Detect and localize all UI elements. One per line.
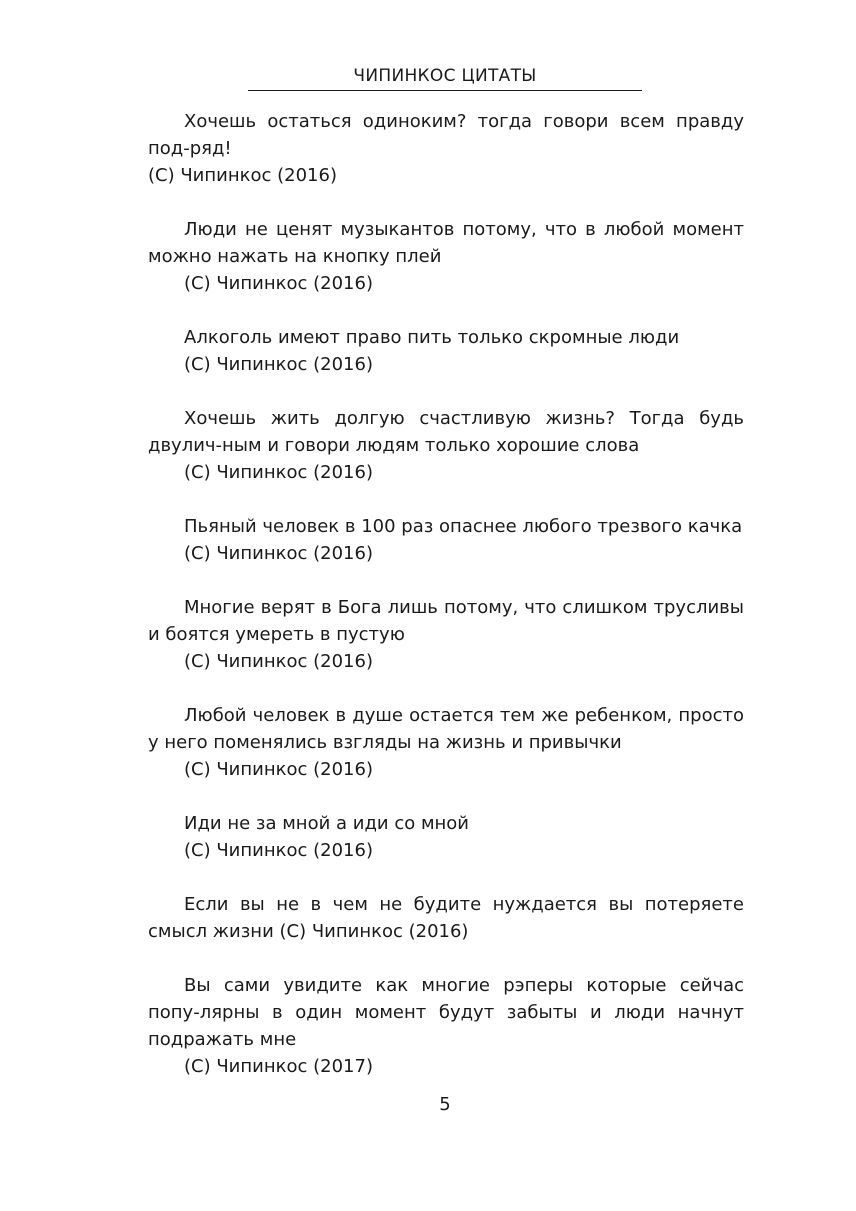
header-rule	[248, 90, 642, 91]
quote-citation: (C) Чипинкос (2016)	[184, 354, 373, 375]
quote-block	[148, 891, 744, 945]
quote-text: Пьяный человек в 100 раз опаснее любого трезвого качка	[184, 516, 743, 537]
quote-block	[148, 594, 744, 675]
quote-block	[148, 810, 744, 864]
quote-citation: (C) Чипинкос (2016)	[184, 543, 373, 564]
quote-text: Если вы не в чем не будите нуждается вы потеряете смысл жизни (C) Чипинкос (2016)	[148, 894, 744, 942]
quote-text: Иди не за мной а иди со мной	[184, 813, 470, 834]
quote-text: Вы сами увидите как многие рэперы которые сейчас попу-лярны в один момент будут забыты и люди начнут подражать мне	[148, 975, 744, 1050]
quote-block	[148, 972, 744, 1080]
quote-block	[148, 216, 744, 297]
quote-text: Многие верят в Бога лишь потому, что слишком трусливы и боятся умереть в пустую	[148, 597, 744, 645]
quote-text: Алкоголь имеют право пить только скромные люди	[184, 327, 680, 348]
quote-text: Люди не ценят музыкантов потому, что в любой момент можно нажать на кнопку плей	[148, 219, 744, 267]
quote-citation: (C) Чипинкос (2016)	[184, 651, 373, 672]
quote-citation: (C) Чипинкос (2016)	[184, 462, 373, 483]
quote-block	[148, 513, 744, 567]
page-number: 5	[439, 1094, 451, 1115]
quote-text: Хочешь остаться одиноким? тогда говори всем правду под-ряд!	[148, 111, 744, 159]
quote-citation: (C) Чипинкос (2016)	[184, 759, 373, 780]
quote-block	[148, 405, 744, 486]
quote-text: Любой человек в душе остается тем же ребенком, просто у него поменялись взгляды на жизнь и привычки	[148, 705, 744, 753]
quote-citation: (C) Чипинкос (2016)	[184, 840, 373, 861]
running-header-title: ЧИПИНКОС ЦИТАТЫ	[353, 66, 537, 86]
quotes-body	[148, 108, 744, 1107]
quote-text: Хочешь жить долгую счастливую жизнь? Тогда будь двулич-ным и говори людям только хорошие слова	[148, 408, 744, 456]
quote-block	[148, 324, 744, 378]
quote-citation: (C) Чипинкос (2016)	[148, 165, 337, 186]
quote-block	[148, 108, 744, 189]
quote-block	[148, 702, 744, 783]
quote-citation: (C) Чипинкос (2016)	[184, 273, 373, 294]
quote-citation: (C) Чипинкос (2017)	[184, 1056, 373, 1077]
